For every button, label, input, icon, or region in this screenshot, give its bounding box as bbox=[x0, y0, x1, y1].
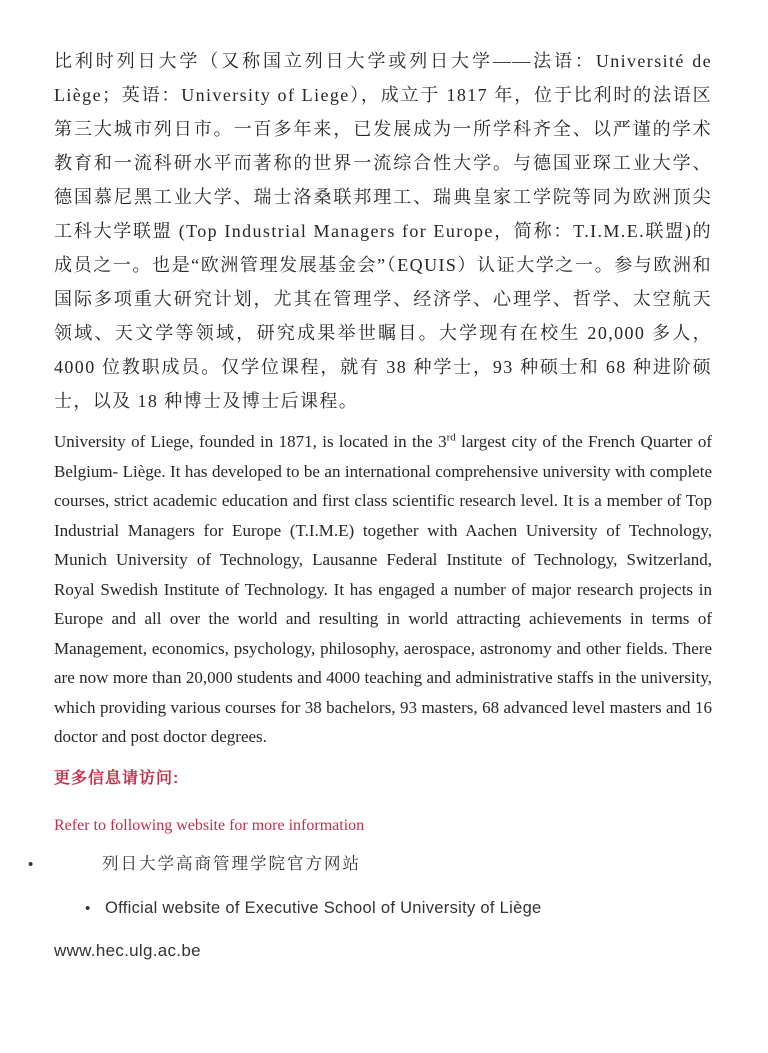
chinese-intro-paragraph: 比利时列日大学（又称国立列日大学或列日大学——法语：Université de Liège；英语：University of Liege），成立于 1817 年，位于比利时的法语区第三大城市列日市。一百多年来，已发展成为一所学科齐全、以严谨的学术教育和一流科研水平而著称的世界一流综合性大学。与德国亚琛工业大学、德国慕尼黑工业大学、瑞士洛桑联邦理工、瑞典皇家工学院等同为欧洲顶尖工科大学联盟 (Top Industrial Managers for Europe，简称：T.I.M.E.联盟)的成员之一。也是“欧洲管理发展基金会”（EQUIS）认证大学之一。参与欧洲和国际多项重大研究计划，尤其在管理学、经济学、心理学、哲学、太空航天领域、天文学等领域，研究成果举世瞩目。大学现有在校生 20,000 多人，4000 位教职成员。仅学位课程，就有 38 种学士，93 种硕士和 68 种进阶硕士，以及 18 种博士及博士后课程。 bbox=[54, 51, 712, 411]
english-intro-paragraph bbox=[54, 427, 712, 752]
english-text-before-superscript: University of Liege, founded in 1871, is located in the 3 bbox=[54, 432, 447, 451]
bullet-item-en bbox=[54, 897, 712, 920]
website-url: www.hec.ulg.ac.be bbox=[54, 940, 201, 960]
bullet-item-zh bbox=[28, 853, 712, 876]
more-info-heading-en: Refer to following website for more information bbox=[54, 816, 365, 834]
bullet-zh-label: 列日大学高商管理学院官方网站 bbox=[102, 854, 361, 873]
bullet-icon: • bbox=[85, 899, 91, 917]
more-info-heading-zh: 更多信息请访问: bbox=[54, 769, 180, 787]
bullet-en-label: Official website of Executive School of University of Liège bbox=[105, 898, 542, 917]
ordinal-superscript: rd bbox=[446, 431, 456, 444]
english-text-after-superscript: largest city of the French Quarter of Belgium- Liège. It has developed to be an international comprehensive university with complete courses, strict academic education and first class scientific research level. It is a member of Top Industrial Managers for Europe (T.I.M.E) together with Aachen University of Technology, Munich University of Technology, Lausanne Federal Institute of Technology, Switzerland, Royal Swedish Institute of Technology. It has engaged a number of major research projects in Europe and all over the world and resulting in world attracting achievements in terms of Management, economics, psychology, philosophy, aerospace, astronomy and other fields. There are now more than 20,000 students and 4000 teaching and administrative staffs in the university, which providing various courses for 38 bachelors, 93 masters, 68 advanced level masters and 16 doctor and post doctor degrees. bbox=[54, 432, 712, 746]
bullet-icon: • bbox=[28, 855, 34, 873]
